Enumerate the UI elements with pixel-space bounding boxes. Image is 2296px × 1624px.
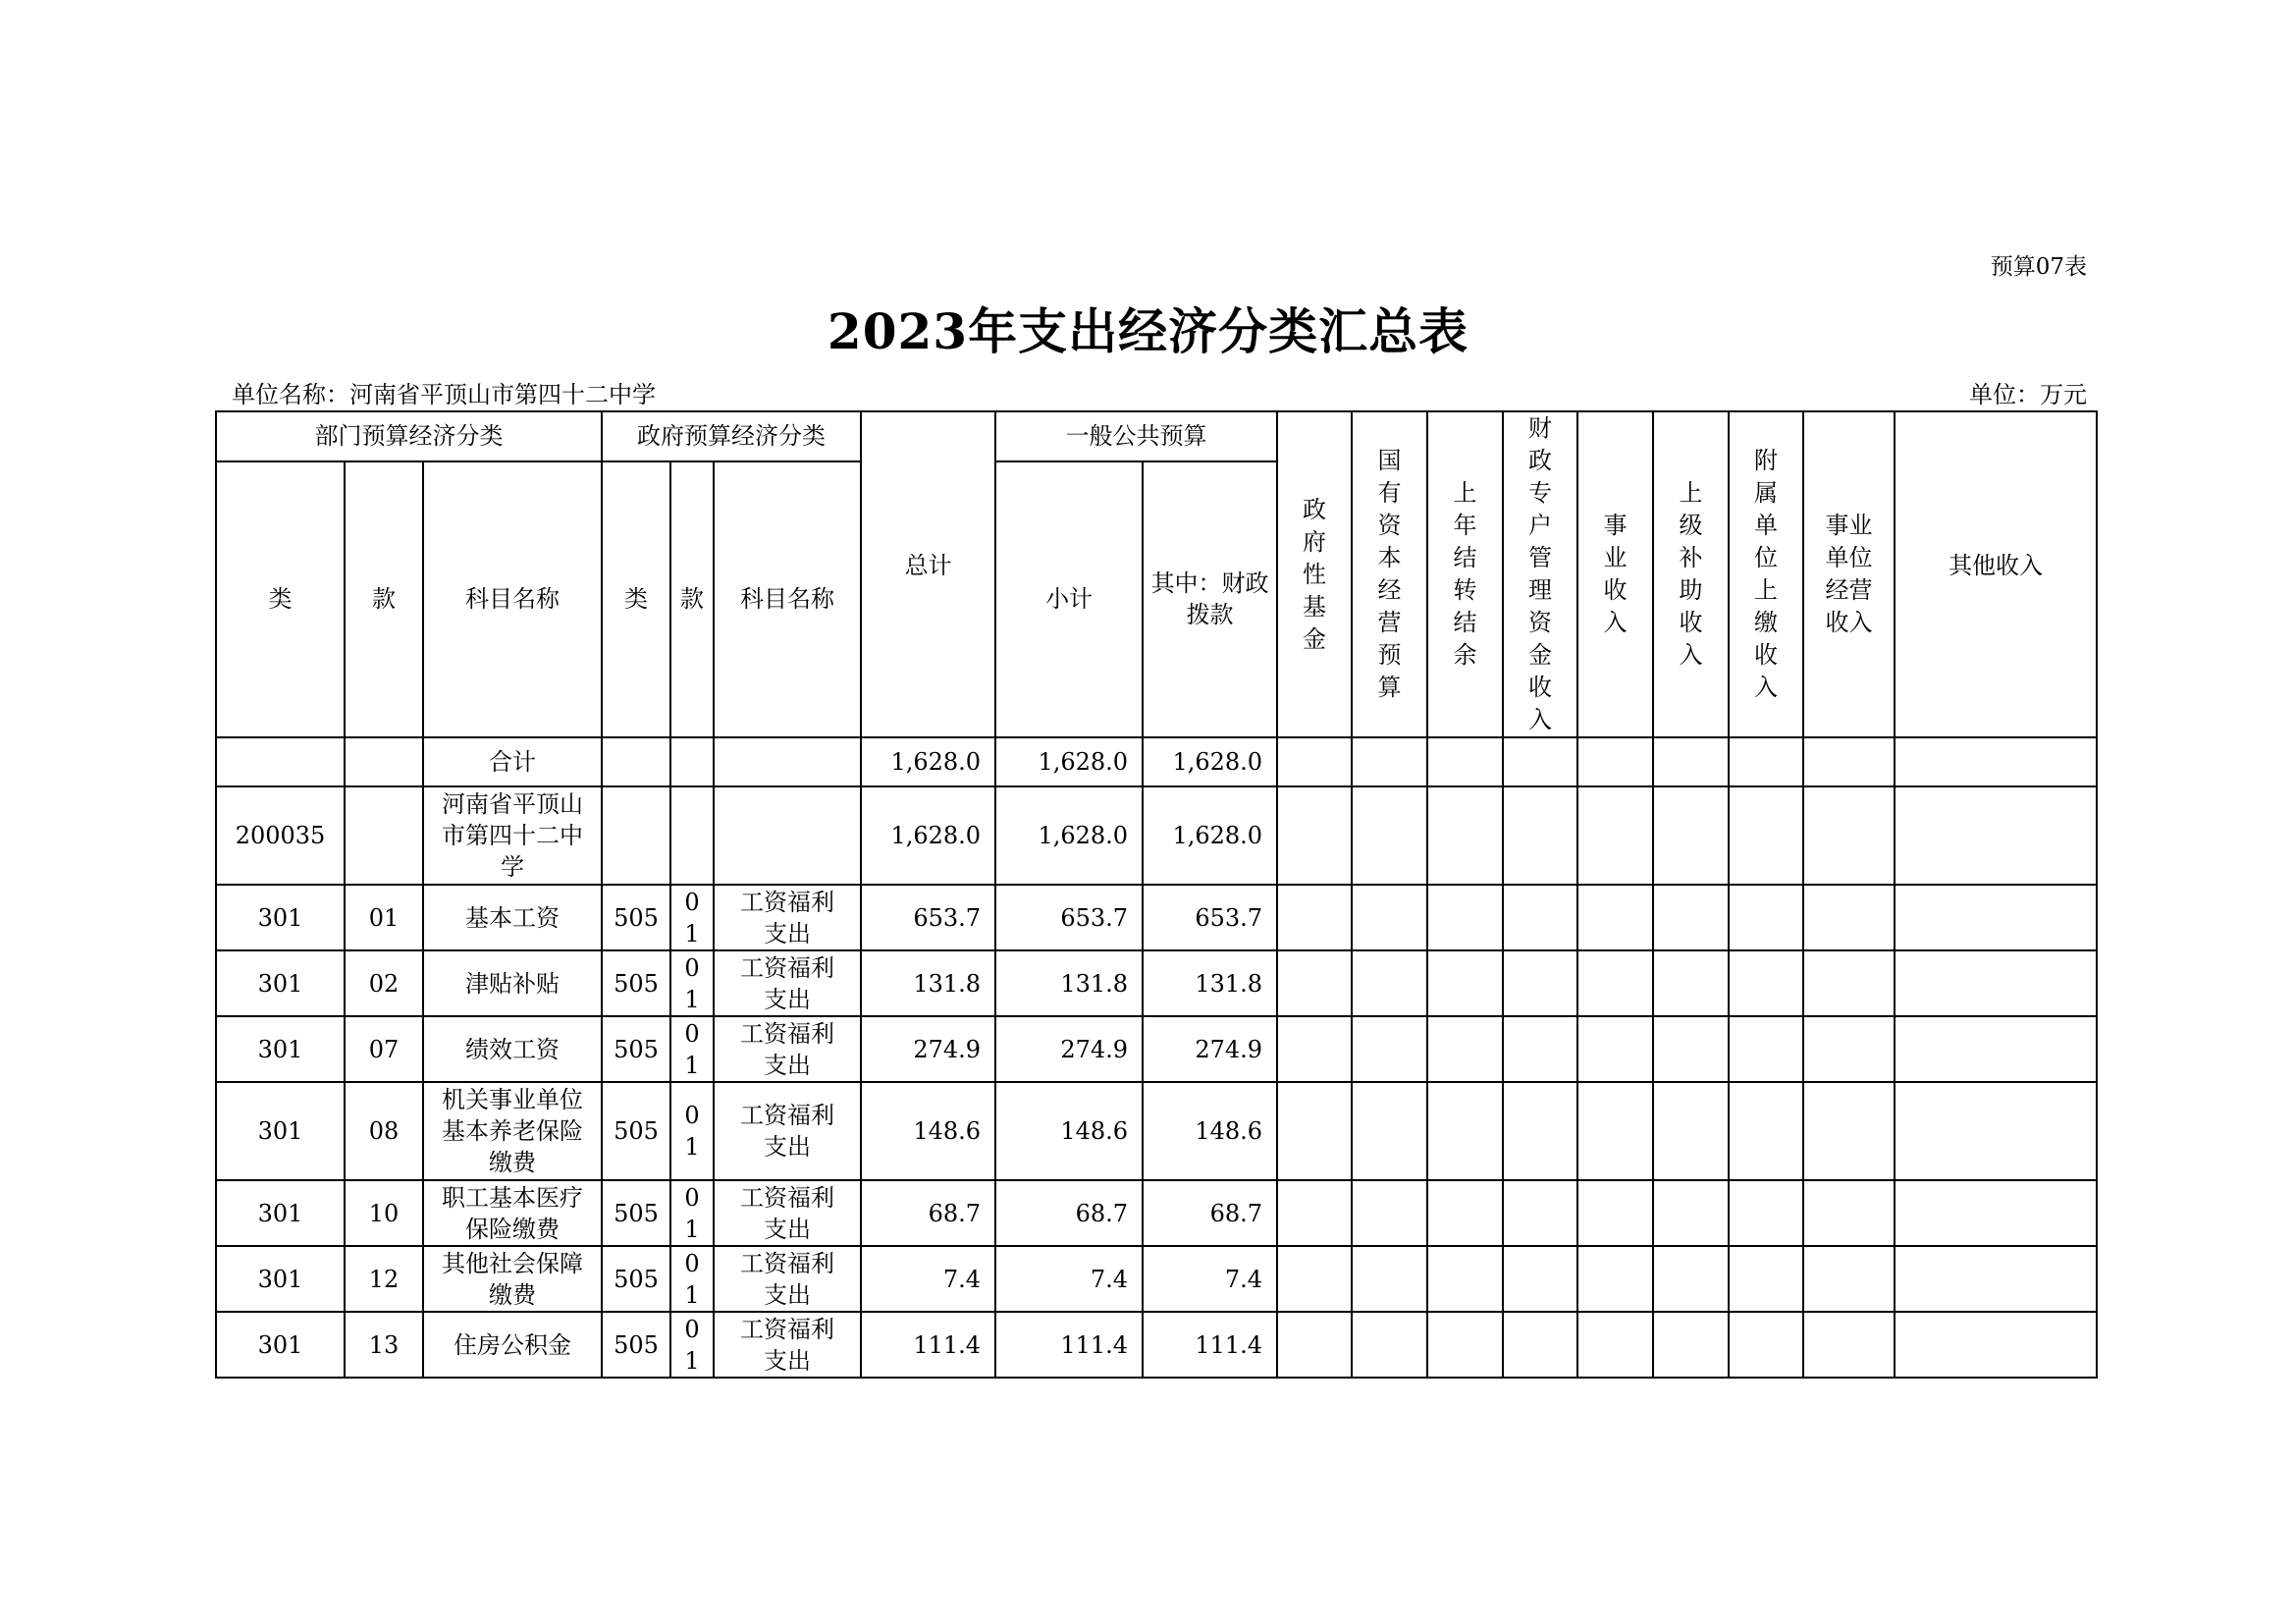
cell-empty <box>1577 1016 1653 1082</box>
cell-fiscal: 148.6 <box>1143 1082 1277 1180</box>
cell-gov-lei: 505 <box>602 1312 670 1378</box>
cell-kuan: 02 <box>345 950 423 1016</box>
cell-gov-lei: 505 <box>602 885 670 950</box>
cell-subtotal: 274.9 <box>995 1016 1143 1082</box>
header-other-income: 其他收入 <box>1895 411 2097 737</box>
cell-fiscal: 274.9 <box>1143 1016 1277 1082</box>
cell-gov-kuan: 01 <box>670 1246 714 1312</box>
cell-empty <box>1503 1016 1577 1082</box>
cell-empty <box>1895 1180 2097 1246</box>
cell-lei: 301 <box>216 1082 345 1180</box>
cell-total: 131.8 <box>861 950 995 1016</box>
cell-empty <box>1577 1082 1653 1180</box>
cell-empty <box>1729 1180 1803 1246</box>
cell-kuan: 13 <box>345 1312 423 1378</box>
table-row <box>216 885 2097 950</box>
cell-subtotal: 131.8 <box>995 950 1143 1016</box>
cell-empty <box>1277 786 1352 885</box>
cell-gov-subject-name: 工资福利支出 <box>714 1082 861 1180</box>
cell-subtotal: 148.6 <box>995 1082 1143 1180</box>
cell-empty <box>1653 1246 1729 1312</box>
cell-subject-name: 河南省平顶山市第四十二中学 <box>423 786 602 885</box>
cell-gov-kuan <box>670 737 714 786</box>
cell-gov-kuan: 01 <box>670 1082 714 1180</box>
cell-empty <box>1577 1180 1653 1246</box>
cell-empty <box>1577 1246 1653 1312</box>
header-row-group <box>216 411 2097 461</box>
table-row <box>216 1016 2097 1082</box>
cell-gov-lei: 505 <box>602 950 670 1016</box>
cell-subject-name: 住房公积金 <box>423 1312 602 1378</box>
cell-gov-subject-name: 工资福利支出 <box>714 1180 861 1246</box>
cell-total: 7.4 <box>861 1246 995 1312</box>
cell-kuan: 12 <box>345 1246 423 1312</box>
cell-empty <box>1503 786 1577 885</box>
cell-subject-name: 基本工资 <box>423 885 602 950</box>
cell-empty <box>1653 1016 1729 1082</box>
cell-kuan: 01 <box>345 885 423 950</box>
cell-fiscal: 1,628.0 <box>1143 737 1277 786</box>
currency-unit-label: 单位：万元 <box>1969 381 2087 408</box>
table-row <box>216 1082 2097 1180</box>
cell-empty <box>1277 1312 1352 1378</box>
cell-gov-kuan: 01 <box>670 1016 714 1082</box>
cell-empty <box>1803 1246 1895 1312</box>
cell-gov-kuan: 01 <box>670 1312 714 1378</box>
cell-gov-kuan <box>670 786 714 885</box>
cell-empty <box>1895 950 2097 1016</box>
cell-lei: 301 <box>216 885 345 950</box>
cell-kuan <box>345 786 423 885</box>
cell-empty <box>1729 737 1803 786</box>
header-fiscal: 其中：财政拨款 <box>1143 461 1277 737</box>
cell-gov-subject-name: 工资福利支出 <box>714 1312 861 1378</box>
header-superior-subsidy: 上级补助收入 <box>1653 411 1729 737</box>
cell-empty <box>1729 1082 1803 1180</box>
cell-empty <box>1503 1246 1577 1312</box>
cell-empty <box>1729 1246 1803 1312</box>
cell-empty <box>1427 1180 1503 1246</box>
cell-empty <box>1352 1016 1427 1082</box>
cell-empty <box>1427 1246 1503 1312</box>
cell-subtotal: 68.7 <box>995 1180 1143 1246</box>
cell-empty <box>1653 950 1729 1016</box>
cell-empty <box>1895 737 2097 786</box>
cell-empty <box>1352 737 1427 786</box>
cell-empty <box>1277 737 1352 786</box>
cell-empty <box>1277 1016 1352 1082</box>
cell-empty <box>1352 1246 1427 1312</box>
cell-gov-kuan: 01 <box>670 950 714 1016</box>
cell-empty <box>1803 737 1895 786</box>
cell-empty <box>1895 885 2097 950</box>
cell-lei <box>216 737 345 786</box>
cell-empty <box>1503 950 1577 1016</box>
header-kuan: 款 <box>345 461 423 737</box>
cell-kuan <box>345 737 423 786</box>
table-row <box>216 786 2097 885</box>
cell-empty <box>1352 1180 1427 1246</box>
cell-subtotal: 111.4 <box>995 1312 1143 1378</box>
cell-fiscal: 111.4 <box>1143 1312 1277 1378</box>
header-gov-group: 政府预算经济分类 <box>602 411 861 461</box>
cell-lei: 301 <box>216 1246 345 1312</box>
cell-empty <box>1803 950 1895 1016</box>
cell-empty <box>1895 786 2097 885</box>
header-gov-kuan: 款 <box>670 461 714 737</box>
cell-empty <box>1427 1082 1503 1180</box>
header-state-capital: 国有资本经营预算 <box>1352 411 1427 737</box>
cell-empty <box>1503 737 1577 786</box>
cell-empty <box>1427 786 1503 885</box>
table-row <box>216 950 2097 1016</box>
cell-subtotal: 653.7 <box>995 885 1143 950</box>
cell-empty <box>1653 1312 1729 1378</box>
cell-fiscal: 68.7 <box>1143 1180 1277 1246</box>
cell-empty <box>1427 737 1503 786</box>
cell-empty <box>1729 1312 1803 1378</box>
header-dept-group: 部门预算经济分类 <box>216 411 602 461</box>
header-total: 总计 <box>861 411 995 737</box>
cell-empty <box>1503 885 1577 950</box>
cell-total: 148.6 <box>861 1082 995 1180</box>
header-subject-name: 科目名称 <box>423 461 602 737</box>
table-row <box>216 1246 2097 1312</box>
cell-empty <box>1803 1016 1895 1082</box>
cell-empty <box>1352 885 1427 950</box>
header-gov-subject-name: 科目名称 <box>714 461 861 737</box>
cell-empty <box>1352 1082 1427 1180</box>
cell-subtotal: 1,628.0 <box>995 737 1143 786</box>
header-special-account: 财政专户管理资金收入 <box>1503 411 1577 737</box>
cell-empty <box>1277 1246 1352 1312</box>
cell-kuan: 07 <box>345 1016 423 1082</box>
cell-empty <box>1729 1016 1803 1082</box>
cell-empty <box>1653 885 1729 950</box>
cell-subtotal: 7.4 <box>995 1246 1143 1312</box>
cell-empty <box>1803 1082 1895 1180</box>
cell-empty <box>1503 1180 1577 1246</box>
cell-empty <box>1352 1312 1427 1378</box>
cell-total: 274.9 <box>861 1016 995 1082</box>
cell-subject-name: 合计 <box>423 737 602 786</box>
header-general-group: 一般公共预算 <box>995 411 1277 461</box>
header-gov-lei: 类 <box>602 461 670 737</box>
cell-empty <box>1729 885 1803 950</box>
cell-empty <box>1427 950 1503 1016</box>
cell-empty <box>1427 885 1503 950</box>
header-business-income: 事业收入 <box>1577 411 1653 737</box>
cell-empty <box>1503 1082 1577 1180</box>
cell-empty <box>1277 1082 1352 1180</box>
cell-lei: 301 <box>216 1180 345 1246</box>
cell-gov-lei <box>602 737 670 786</box>
cell-empty <box>1427 1016 1503 1082</box>
cell-lei: 200035 <box>216 786 345 885</box>
cell-empty <box>1803 885 1895 950</box>
cell-empty <box>1729 786 1803 885</box>
cell-fiscal: 653.7 <box>1143 885 1277 950</box>
cell-subject-name: 绩效工资 <box>423 1016 602 1082</box>
cell-subject-name: 其他社会保障缴费 <box>423 1246 602 1312</box>
cell-fiscal: 131.8 <box>1143 950 1277 1016</box>
cell-empty <box>1503 1312 1577 1378</box>
cell-fiscal: 1,628.0 <box>1143 786 1277 885</box>
cell-empty <box>1653 1082 1729 1180</box>
cell-empty <box>1803 1312 1895 1378</box>
cell-gov-lei: 505 <box>602 1180 670 1246</box>
cell-gov-subject-name <box>714 737 861 786</box>
cell-gov-kuan: 01 <box>670 885 714 950</box>
cell-empty <box>1895 1082 2097 1180</box>
cell-empty <box>1577 885 1653 950</box>
cell-empty <box>1577 786 1653 885</box>
cell-lei: 301 <box>216 1312 345 1378</box>
cell-total: 68.7 <box>861 1180 995 1246</box>
header-lei: 类 <box>216 461 345 737</box>
unit-name-label: 单位名称：河南省平顶山市第四十二中学 <box>232 381 656 408</box>
cell-empty <box>1653 737 1729 786</box>
cell-total: 653.7 <box>861 885 995 950</box>
cell-subject-name: 职工基本医疗保险缴费 <box>423 1180 602 1246</box>
cell-empty <box>1577 1312 1653 1378</box>
cell-gov-subject-name: 工资福利支出 <box>714 1016 861 1082</box>
cell-empty <box>1577 737 1653 786</box>
table-row <box>216 1312 2097 1378</box>
cell-subtotal: 1,628.0 <box>995 786 1143 885</box>
cell-empty <box>1277 950 1352 1016</box>
header-affiliated-income: 附属单位上缴收入 <box>1729 411 1803 737</box>
cell-empty <box>1729 950 1803 1016</box>
cell-empty <box>1277 885 1352 950</box>
cell-empty <box>1653 1180 1729 1246</box>
cell-kuan: 10 <box>345 1180 423 1246</box>
cell-empty <box>1352 950 1427 1016</box>
header-gov-fund: 政府性基金 <box>1277 411 1352 737</box>
cell-fiscal: 7.4 <box>1143 1246 1277 1312</box>
cell-kuan: 08 <box>345 1082 423 1180</box>
cell-empty <box>1277 1180 1352 1246</box>
cell-gov-lei: 505 <box>602 1082 670 1180</box>
cell-subject-name: 津贴补贴 <box>423 950 602 1016</box>
header-carryover: 上年结转结余 <box>1427 411 1503 737</box>
cell-lei: 301 <box>216 950 345 1016</box>
cell-gov-lei <box>602 786 670 885</box>
table-row <box>216 1180 2097 1246</box>
cell-empty <box>1352 786 1427 885</box>
cell-subject-name: 机关事业单位基本养老保险缴费 <box>423 1082 602 1180</box>
cell-empty <box>1895 1312 2097 1378</box>
cell-empty <box>1895 1246 2097 1312</box>
cell-empty <box>1577 950 1653 1016</box>
cell-lei: 301 <box>216 1016 345 1082</box>
cell-total: 1,628.0 <box>861 786 995 885</box>
cell-empty <box>1895 1016 2097 1082</box>
header-operating-income: 事业单位经营收入 <box>1803 411 1895 737</box>
cell-gov-subject-name: 工资福利支出 <box>714 1246 861 1312</box>
cell-total: 1,628.0 <box>861 737 995 786</box>
table-row <box>216 737 2097 786</box>
cell-gov-subject-name: 工资福利支出 <box>714 885 861 950</box>
header-subtotal: 小计 <box>995 461 1143 737</box>
form-number: 预算07表 <box>1990 254 2087 280</box>
cell-gov-lei: 505 <box>602 1246 670 1312</box>
cell-empty <box>1803 786 1895 885</box>
cell-total: 111.4 <box>861 1312 995 1378</box>
expenditure-table <box>215 410 2098 1379</box>
cell-gov-subject-name: 工资福利支出 <box>714 950 861 1016</box>
cell-empty <box>1653 786 1729 885</box>
cell-gov-kuan: 01 <box>670 1180 714 1246</box>
cell-gov-lei: 505 <box>602 1016 670 1082</box>
cell-gov-subject-name <box>714 786 861 885</box>
page-title: 2023年支出经济分类汇总表 <box>827 302 1469 360</box>
cell-empty <box>1803 1180 1895 1246</box>
cell-empty <box>1427 1312 1503 1378</box>
